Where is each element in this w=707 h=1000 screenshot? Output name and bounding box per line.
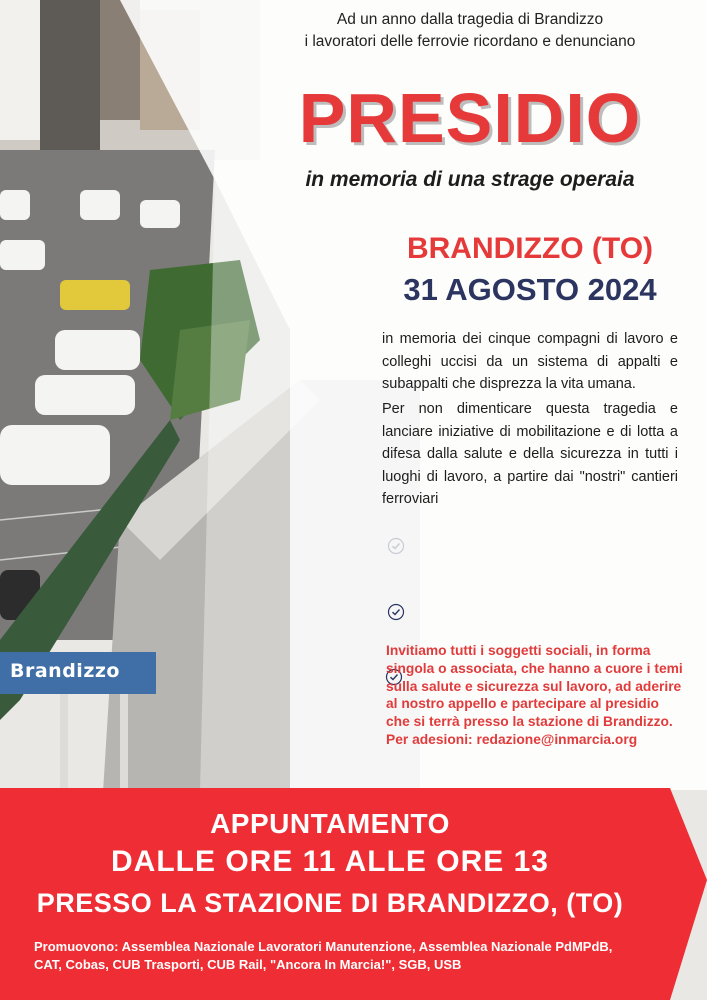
headline: PRESIDIO	[298, 79, 642, 157]
invitation-line: singola o associata, che hanno a cuore i temi	[386, 660, 683, 676]
invitation-line: Invitiamo tutti i soggetti sociali, in forma	[386, 643, 651, 658]
body-paragraph-1: in memoria dei cinque compagni di lavoro e colleghi uccisi da un sistema di appalti e subappalti che disprezza la vita umana.	[382, 331, 678, 392]
check-circle-icon	[387, 537, 405, 555]
banner-location: PRESSO LA STAZIONE DI BRANDIZZO, (TO)	[36, 888, 624, 918]
invitation-contact: Per adesioni: redazione@inmarcia.org	[386, 731, 638, 747]
tagline-line1: Ad un anno dalla tragedia di Brandizzo	[336, 11, 604, 28]
invitation-line: al nostro appello e partecipare al presidio	[386, 696, 659, 712]
station-sign-text: Brandizzo	[10, 660, 120, 682]
body-paragraph-2: Per non dimenticare questa tragedia e lanciare iniziative di mobilitazione e di lotta a difesa dalla salute e della sicurezza in tutti i luoghi di lavoro, a partire dai "nostri" cantieri ferroviari	[382, 401, 678, 507]
subheadline: in memoria di una strage operaia	[305, 168, 635, 191]
check-circle-icon	[387, 603, 405, 621]
invitation-text	[386, 642, 686, 749]
event-date: 31 AGOSTO 2024	[403, 272, 657, 307]
event-city: BRANDIZZO (TO)	[406, 232, 654, 265]
invitation-line: sulla salute e sicurezza sul lavoro, ad aderire	[386, 678, 682, 694]
promoters-line-1: Promuovono: Assemblea Nazionale Lavoratori Manutenzione, Assemblea Nazionale PdMPdB,	[34, 939, 613, 954]
banner-appointment: APPUNTAMENTO	[210, 808, 450, 839]
tagline-line2: i lavoratori delle ferrovie ricordano e denunciano	[304, 33, 636, 50]
banner-time: DALLE ORE 11 ALLE ORE 13	[111, 845, 549, 878]
promoters-line-2: CAT, Cobas, CUB Trasporti, CUB Rail, "Ancora In Marcia!", SGB, USB	[34, 957, 462, 972]
promoters	[34, 938, 674, 974]
invitation-line: che si terrà presso la stazione di Brandizzo.	[386, 714, 673, 730]
